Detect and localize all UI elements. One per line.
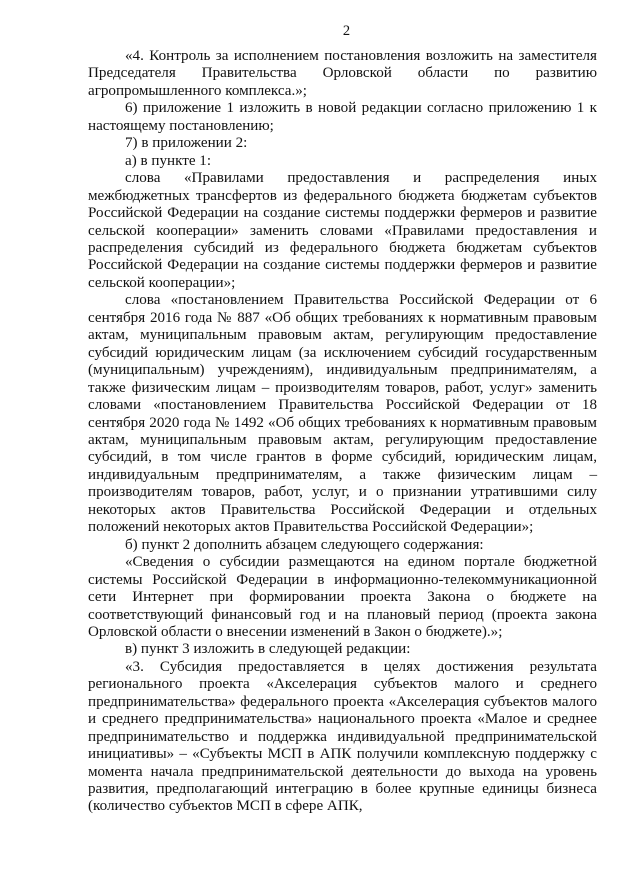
paragraph-words-resolution: слова «постановлением Правительства Российской Федерации от 6 сентября 2016 года № 887 «Об общих требованиях к нормативным правовым актам, муниципальным правовым актам, регулирующим предоставление субсидий юридическим лицам (за исключением субсидий государственным (муниципальным) учреждениям), индивидуальным предпринимателям, а также физическим лицам – производителям товаров, работ, услуг» заменить словами «постановлением Правительства Российской Федерации от 18 сентября 2020 года № 1492 «Об общих требованиях к нормативным правовым актам, муниципальным правовым актам, регулирующим предоставление субсидий, в том числе грантов в форме субсидий, юридическим лицам, индивидуальным предпринимателям, а также физическим лицам – производителям товаров, работ, услуг, и о признании утратившими силу некоторых актов Правительства Российской Федерации и отдельных положений некоторых актов Правительства Российской Федерации»;	[88, 292, 597, 536]
paragraph-subitem-v: в) пункт 3 изложить в следующей редакции:	[125, 641, 411, 658]
paragraph-clause-3: «3. Субсидия предоставляется в целях достижения результата регионального проекта «Акселерация субъектов малого и среднего предпринимательства» федерального проекта «Акселерация субъектов малого и среднего предпринимательства» национального проекта «Малое и среднее предпринимательство и поддержка индивидуальной предпринимательской инициативы» – «Субъекты МСП в АПК получили комплексную поддержку с момента начала предпринимательской деятельности до выхода на уровень развития, предполагающий интеграцию в более крупные единицы бизнеса (количество субъектов МСП в сфере АПК,	[88, 658, 597, 815]
document-page	[88, 22, 597, 816]
paragraph-item-7: 7) в приложении 2:	[125, 135, 248, 152]
page-number: 2	[342, 23, 351, 39]
paragraph-subitem-b: б) пункт 2 дополнить абзацем следующего содержания:	[125, 536, 484, 553]
paragraph-item-6: 6) приложение 1 изложить в новой редакции согласно приложению 1 к настоящему постановлению;	[88, 100, 597, 134]
paragraph-control-clause: «4. Контроль за исполнением постановления возложить на заместителя Председателя Правительства Орловской области по развитию агропромышленного комплекса.»;	[88, 48, 597, 99]
paragraph-words-rules: слова «Правилами предоставления и распределения иных межбюджетных трансфертов из федерального бюджета бюджетам субъектов Российской Федерации на создание системы поддержки фермеров и развитие сельской кооперации» заменить словами «Правилами предоставления и распределения субсидий из федерального бюджета бюджетам субъектов Российской Федерации на создание системы поддержки фермеров и развитие сельской кооперации»;	[88, 170, 597, 291]
document-body	[88, 48, 597, 816]
paragraph-subitem-a: а) в пункте 1:	[125, 152, 212, 169]
paragraph-subsidy-info: «Сведения о субсидии размещаются на едином портале бюджетной системы Российской Федерации в информационно-телекоммуникационной сети Интернет при формировании проекта Закона о бюджете на соответствующий финансовый год и на плановый период (проекта закона Орловской области о внесении изменений в Закон о бюджете).»;	[88, 554, 597, 640]
